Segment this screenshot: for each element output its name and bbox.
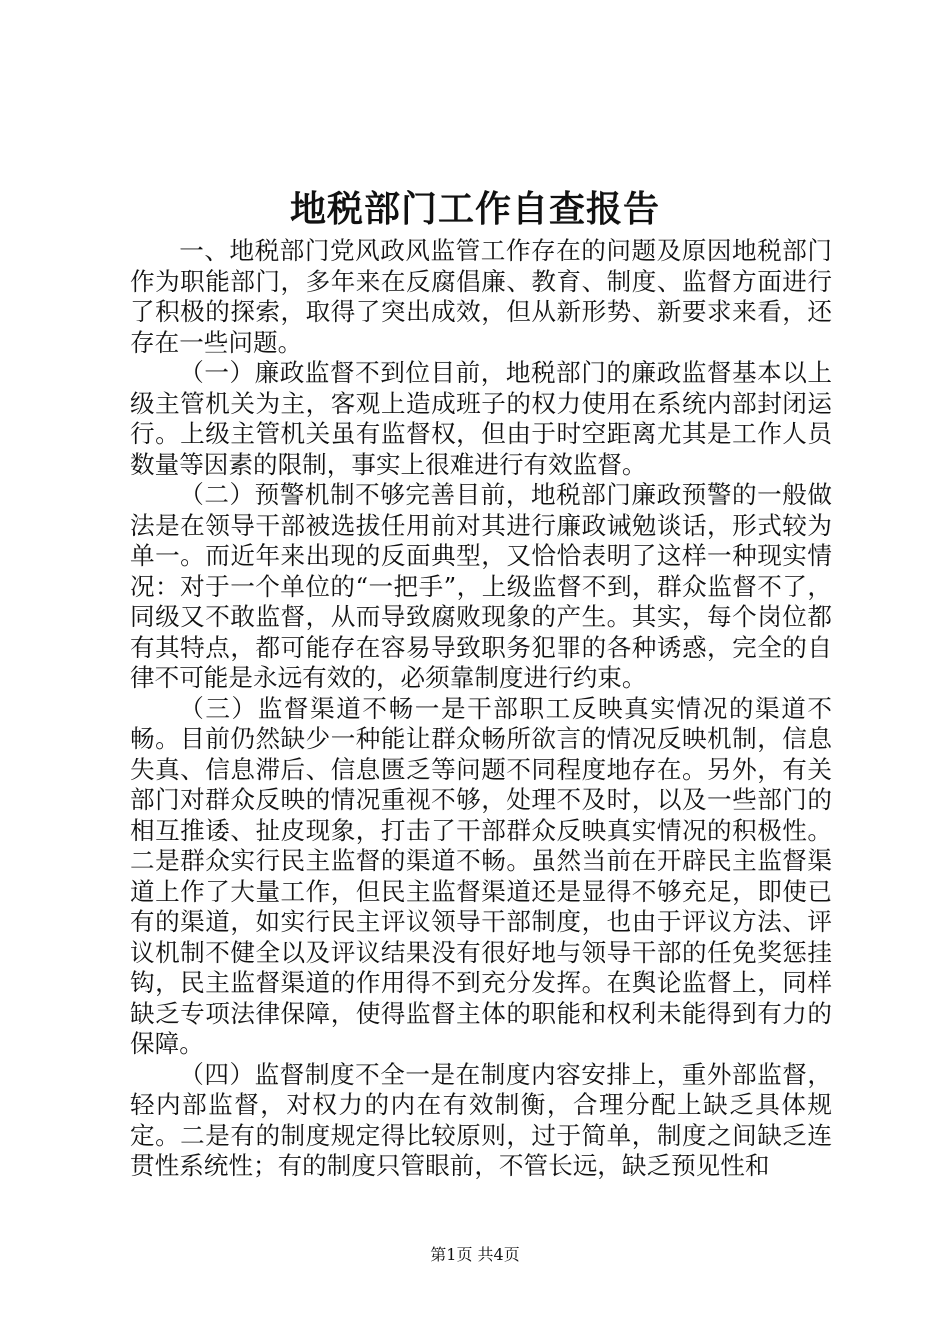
paragraph-4: （三）监督渠道不畅一是干部职工反映真实情况的渠道不畅。目前仍然缺少一种能让群众畅所欲言的情况反映机制，信息失真、信息滞后、信息匮乏等问题不同程度地存在。另外，有关部门对群众反映的情况重视不够，处理不及时，以及一些部门的相互推诿、扯皮现象，打击了干部群众反映真实情况的积极性。二是群众实行民主监督的渠道不畅。虽然当前在开辟民主监督渠道上作了大量工作，但民主监督渠道还是显得不够充足，即使已有的渠道，如实行民主评议领导干部制度，也由于评议方法、评议机制不健全以及评议结果没有很好地与领导干部的任免奖惩挂钩，民主监督渠道的作用得不到充分发挥。在舆论监督上，同样缺乏专项法律保障，使得监督主体的职能和权利未能得到有力的保障。	[130, 693, 832, 1058]
document-body	[130, 236, 832, 1182]
paragraph-5: （四）监督制度不全一是在制度内容安排上，重外部监督，轻内部监督，对权力的内在有效制衡，合理分配上缺乏具体规定。二是有的制度规定得比较原则，过于简单，制度之间缺乏连贯性系统性；有的制度只管眼前，不管长远，缺乏预见性和	[130, 1059, 832, 1180]
paragraph-2: （一）廉政监督不到位目前，地税部门的廉政监督基本以上级主管机关为主，客观上造成班子的权力使用在系统内部封闭运行。上级主管机关虽有监督权，但由于时空距离尤其是工作人员数量等因素的限制，事实上很难进行有效监督。	[130, 358, 832, 479]
paragraph-1: 一、地税部门党风政风监管工作存在的问题及原因地税部门作为职能部门，多年来在反腐倡廉、教育、制度、监督方面进行了积极的探索，取得了突出成效，但从新形势、新要求来看，还存在一些问题。	[130, 236, 832, 357]
page-footer: 第1页 共4页	[430, 1245, 520, 1264]
document-title: 地税部门工作自查报告	[289, 188, 660, 230]
paragraph-3: （二）预警机制不够完善目前，地税部门廉政预警的一般做法是在领导干部被选拔任用前对其进行廉政诫勉谈话，形式较为单一。而近年来出现的反面典型，又恰恰表明了这样一种现实情况：对于一个单位的“一把手”，上级监督不到，群众监督不了，同级又不敢监督，从而导致腐败现象的产生。其实，每个岗位都有其特点，都可能存在容易导致职务犯罪的各种诱惑，完全的自律不可能是永远有效的，必须靠制度进行约束。	[130, 480, 832, 692]
